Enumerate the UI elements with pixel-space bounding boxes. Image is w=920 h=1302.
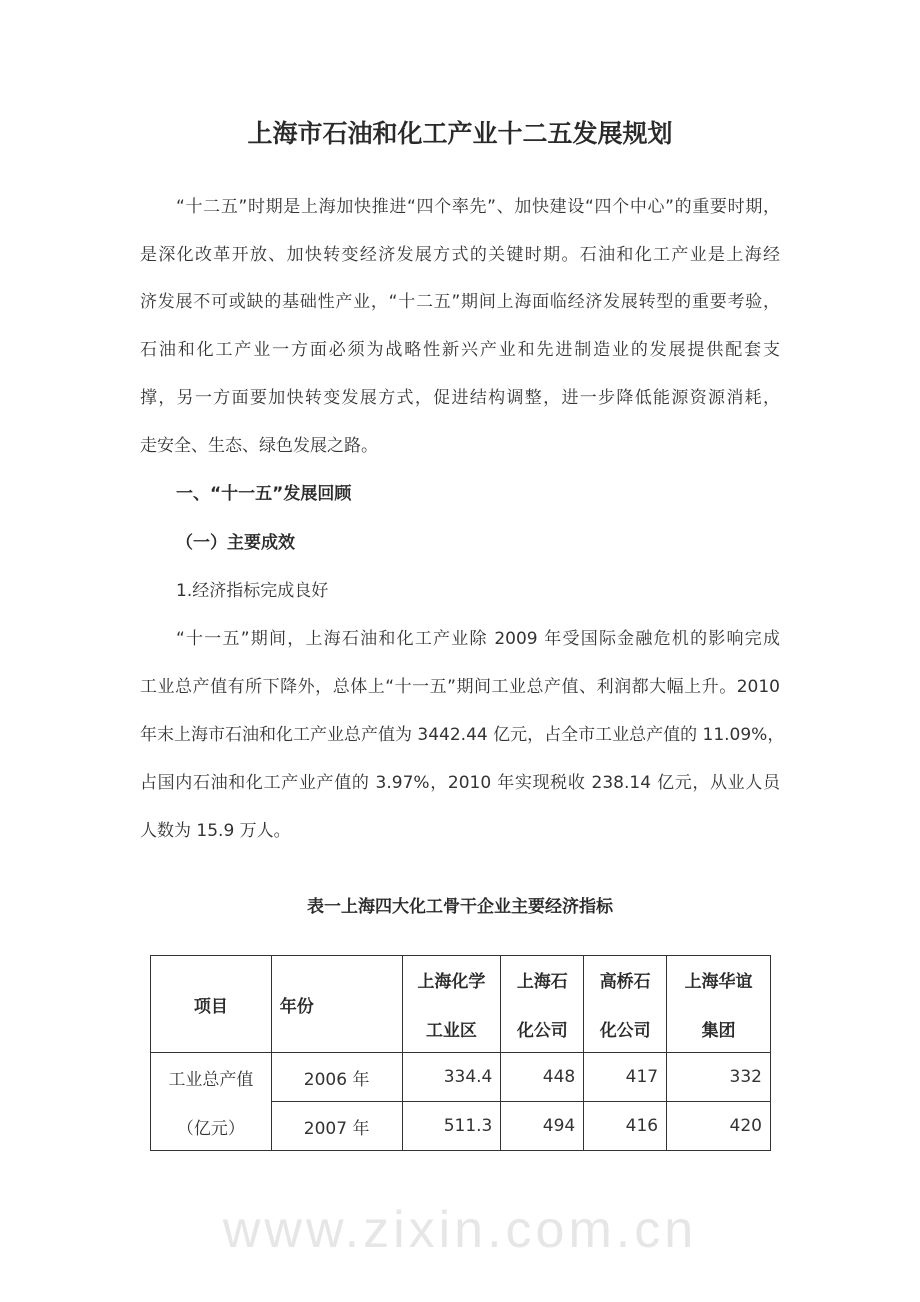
header-year: 年份 xyxy=(271,956,402,1053)
watermark: www.zixin.com.cn xyxy=(222,1201,698,1259)
value-cell: 494 xyxy=(501,1102,584,1151)
header-line: 上海石 xyxy=(516,972,568,992)
item-label xyxy=(151,1053,272,1151)
paragraph-line: 走安全、生态、绿色发展之路。 xyxy=(140,436,378,456)
paragraph-line: “十二五”时期是上海加快推进“四个率先”、加快建设“四个中心”的重要时期， xyxy=(176,197,780,217)
paragraph-line: 是深化改革开放、加快转变经济发展方式的关键时期。石油和化工产业是上海经 xyxy=(140,245,780,265)
paragraph-line: 年末上海市石油和化工产业总产值为 3442.44 亿元，占全市工业总产值的 11.09%， xyxy=(140,725,785,745)
header-company xyxy=(667,956,771,1053)
indicators-table xyxy=(150,955,771,1151)
header-line: 化公司 xyxy=(599,1021,651,1041)
year-cell: 2007 年 xyxy=(271,1102,402,1151)
value-cell: 332 xyxy=(667,1053,771,1102)
paragraph-line: 工业总产值有所下降外，总体上“十一五”期间工业总产值、利润都大幅上升。2010 xyxy=(140,677,780,697)
header-company xyxy=(402,956,501,1053)
item-label-line: （亿元） xyxy=(176,1118,245,1139)
value-cell: 420 xyxy=(667,1102,771,1151)
table-header-row xyxy=(151,956,771,1053)
value-cell: 511.3 xyxy=(402,1102,501,1151)
subsection-heading: （一）主要成效 xyxy=(176,533,295,553)
header-line: 上海华谊 xyxy=(684,972,753,992)
value-cell: 416 xyxy=(584,1102,667,1151)
paragraph-line: 人数为 15.9 万人。 xyxy=(140,821,291,841)
section-heading: 一、“十一五”发展回顾 xyxy=(176,484,352,504)
header-line: 高桥石 xyxy=(599,972,651,992)
header-line: 化公司 xyxy=(516,1021,568,1041)
header-company xyxy=(501,956,584,1053)
header-line: 上海化学 xyxy=(417,972,486,992)
table-row xyxy=(151,1053,771,1102)
paragraph-line: 石油和化工产业一方面必须为战略性新兴产业和先进制造业的发展提供配套支 xyxy=(140,340,780,360)
item-label-line: 工业总产值 xyxy=(168,1069,254,1090)
paragraph-line: 占国内石油和化工产业产值的 3.97%，2010 年实现税收 238.14 亿元，从业人员 xyxy=(140,773,780,793)
paragraph-line: 撑，另一方面要加快转变发展方式，促进结构调整，进一步降低能源资源消耗， xyxy=(140,388,780,408)
header-line: 工业区 xyxy=(425,1021,477,1041)
header-line: 集团 xyxy=(701,1021,736,1041)
paragraph-line: “十一五”期间，上海石油和化工产业除 2009 年受国际金融危机的影响完成 xyxy=(176,629,780,649)
header-item: 项目 xyxy=(151,956,272,1053)
table-title: 表一上海四大化工骨干企业主要经济指标 xyxy=(307,897,613,917)
document-title: 上海市石油和化工产业十二五发展规划 xyxy=(247,119,673,148)
value-cell: 334.4 xyxy=(402,1053,501,1102)
year-cell: 2006 年 xyxy=(271,1053,402,1102)
value-cell: 417 xyxy=(584,1053,667,1102)
paragraph-line: 济发展不可或缺的基础性产业，“十二五”期间上海面临经济发展转型的重要考验， xyxy=(140,292,780,312)
item-heading: 1.经济指标完成良好 xyxy=(176,581,329,601)
value-cell: 448 xyxy=(501,1053,584,1102)
header-company xyxy=(584,956,667,1053)
